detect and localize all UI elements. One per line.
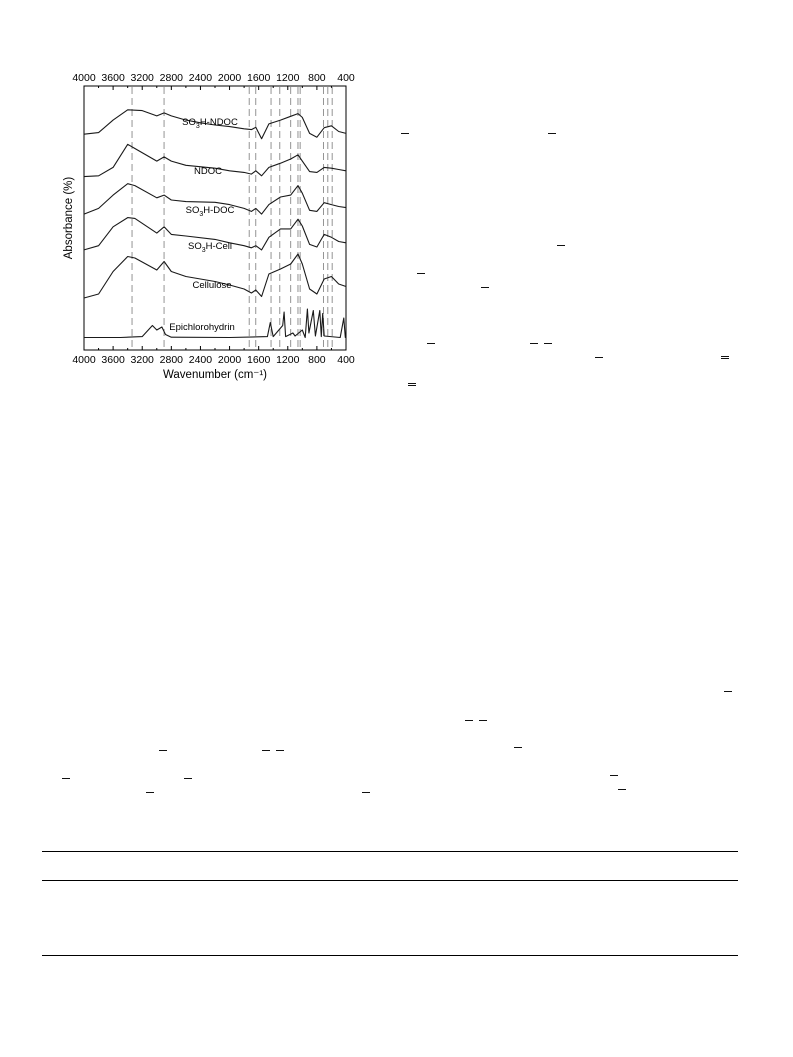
text-fragment-dash	[618, 789, 626, 790]
x-tick-label-bottom: 2000	[217, 354, 242, 366]
text-fragment-dash	[514, 747, 522, 748]
text-fragment-dash	[262, 750, 270, 751]
text-fragment-dash	[401, 133, 409, 134]
x-tick-label-bottom: 3200	[130, 354, 154, 366]
x-tick-label-top: 2400	[188, 72, 213, 84]
text-fragment-dash	[276, 750, 284, 751]
x-tick-label-bottom: 2400	[188, 354, 213, 366]
text-fragment-dash	[610, 775, 618, 776]
x-tick-label-top: 1600	[246, 72, 271, 84]
text-fragment-dash	[146, 792, 154, 793]
table-bottom-rule	[42, 955, 738, 956]
x-tick-label-bottom: 1200	[276, 354, 300, 366]
text-fragment-dash	[62, 778, 70, 779]
x-tick-label-top: 1200	[276, 72, 300, 84]
y-axis-title: Absorbance (%)	[63, 176, 75, 260]
series-label: $SO_3H$-NDOC	[182, 117, 238, 130]
text-fragment-dash	[184, 778, 192, 779]
text-fragment-dash	[557, 245, 565, 246]
ftir-spectra-chart	[60, 66, 360, 396]
text-fragment-dash	[481, 287, 489, 288]
series-label: Epichlorohydrin	[169, 322, 235, 333]
text-fragment-dash	[544, 343, 552, 344]
series-line	[84, 254, 346, 298]
text-fragment-dash	[548, 133, 556, 134]
series-label: $SO_3H$-Cell	[187, 241, 233, 254]
series-labels	[169, 117, 238, 333]
x-tick-label-top: 2000	[217, 72, 242, 84]
x-tick-label-top: 4000	[72, 72, 96, 84]
x-tick-label-top: 3600	[101, 72, 125, 84]
x-tick-label-bottom: 400	[337, 354, 355, 366]
text-fragment-dash	[595, 357, 603, 358]
ftir-figure	[60, 66, 360, 396]
x-tick-label-top: 3200	[130, 72, 154, 84]
x-ticks-bottom	[72, 354, 355, 366]
table-header-rule	[42, 880, 738, 881]
text-fragment-dash	[724, 691, 732, 692]
x-tick-label-bottom: 3600	[101, 354, 125, 366]
series-label: NDOC	[194, 166, 222, 177]
text-fragment-dash	[530, 343, 538, 344]
text-fragment-dash	[362, 792, 370, 793]
x-tick-label-bottom: 800	[308, 354, 326, 366]
text-fragment-dash	[479, 720, 487, 721]
x-ticks-top	[72, 72, 355, 84]
text-fragment-dash	[465, 720, 473, 721]
text-fragment-double-dash	[721, 356, 729, 359]
series-group	[84, 110, 346, 338]
text-fragment-dash	[427, 343, 435, 344]
x-tick-label-bottom: 1600	[246, 354, 271, 366]
table-top-rule	[42, 851, 738, 852]
text-fragment-double-dash	[408, 383, 416, 386]
x-tick-label-top: 2800	[159, 72, 184, 84]
x-axis-title: Wavenumber (cm⁻¹)	[162, 369, 268, 381]
text-fragment-dash	[159, 750, 167, 751]
x-tick-label-top: 400	[337, 72, 355, 84]
series-label: Cellulose	[192, 280, 232, 291]
x-tick-label-bottom: 4000	[72, 354, 96, 366]
text-fragment-dash	[417, 273, 425, 274]
x-tick-label-bottom: 2800	[159, 354, 184, 366]
series-label: $SO_3H$-DOC	[185, 205, 235, 218]
x-tick-label-top: 800	[308, 72, 326, 84]
